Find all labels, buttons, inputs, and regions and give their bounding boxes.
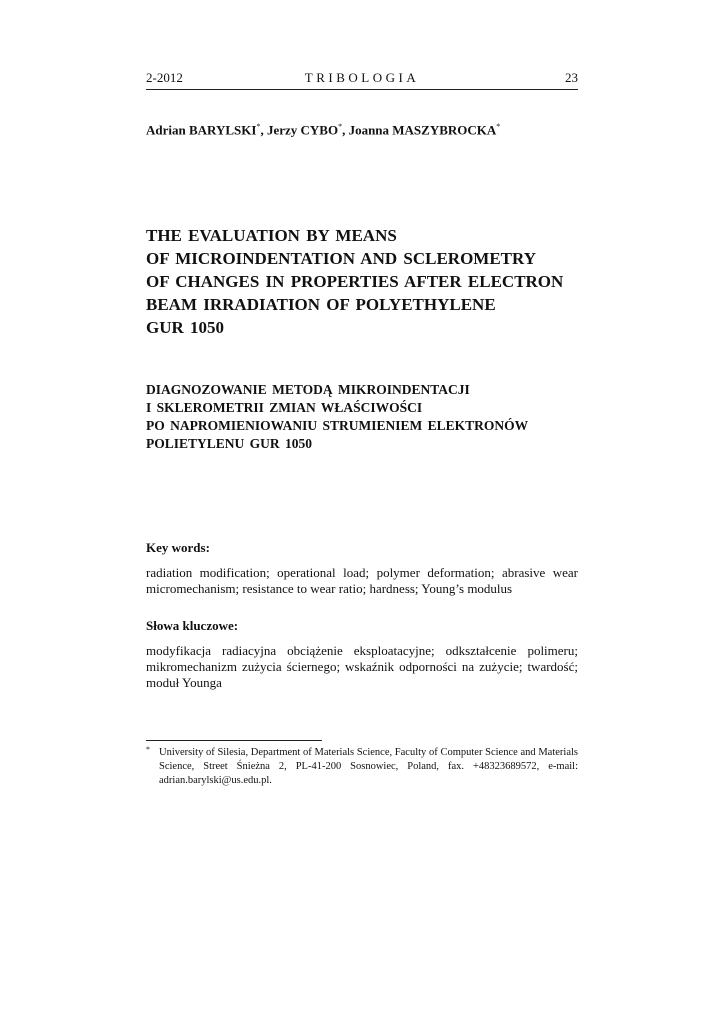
keywords-heading: Key words: (146, 540, 210, 555)
page-number: 23 (565, 70, 578, 85)
author-separator: , (342, 122, 349, 138)
article-title-english (146, 224, 586, 339)
author-separator: , (260, 122, 267, 138)
author-name: Joanna MASZYBROCKA (348, 122, 497, 138)
footnote (146, 746, 578, 788)
journal-name: TRIBOLOGIA (304, 70, 420, 85)
affiliation-mark: * (338, 122, 343, 131)
keywords-text: radiation modification; operational load; polymer deformation; abrasive wear micromechanism; resistance to wear ratio; hardness; Young’s modulus (146, 565, 578, 596)
header-rule (146, 89, 578, 90)
title-line: POLIETYLENU GUR 1050 (146, 436, 313, 451)
title-line: OF MICROINDENTATION AND SCLEROMETRY (146, 249, 536, 268)
affiliation-mark: * (496, 122, 501, 131)
title-line: BEAM IRRADIATION OF POLYETHYLENE (146, 295, 496, 314)
keywords-polish-text: modyfikacja radiacyjna obciążenie eksploatacyjne; odkształcenie polimeru; mikromechanizm zużycia ściernego; wskaźnik odporności na zużycie; twardość; moduł Younga (146, 643, 578, 690)
title-line: THE EVALUATION BY MEANS (146, 226, 397, 245)
affiliation-mark: * (256, 122, 261, 131)
author-name: Adrian BARYLSKI (146, 122, 257, 138)
author-name: Jerzy CYBO (266, 122, 339, 138)
footnote-mark: * (146, 745, 150, 754)
keywords-polish-heading: Słowa kluczowe: (146, 618, 239, 633)
title-line: OF CHANGES IN PROPERTIES AFTER ELECTRON (146, 272, 564, 291)
article-title-polish (146, 381, 586, 453)
title-line: I SKLEROMETRII ZMIAN WŁAŚCIWOŚCI (146, 400, 423, 415)
author-list (146, 122, 500, 138)
title-line: PO NAPROMIENIOWANIU STRUMIENIEM ELEKTRONÓW (146, 418, 529, 433)
footnote-text: University of Silesia, Department of Materials Science, Faculty of Computer Science and Materials Science, Street Śnieżna 2, PL-41-200 Sosnowiec, Poland, fax. +48323689572, e-mail: adrian.barylski@us.edu.pl. (159, 747, 578, 786)
title-line: DIAGNOZOWANIE METODĄ MIKROINDENTACJI (146, 382, 470, 397)
footnote-rule (146, 740, 322, 741)
issue-number: 2-2012 (146, 70, 183, 85)
title-line: GUR 1050 (146, 318, 225, 337)
